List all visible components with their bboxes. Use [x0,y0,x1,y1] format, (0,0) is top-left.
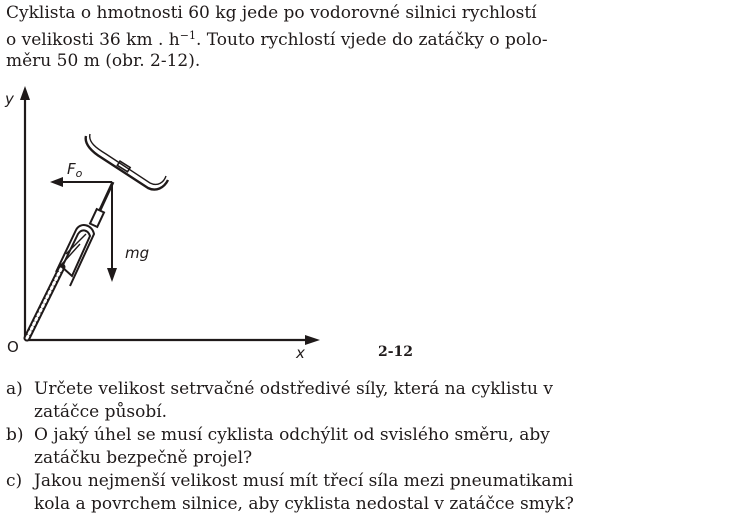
question-text: O jaký úhel se musí cyklista odchýlit od svislého směru, aby zatáčku bezpečně projel? [34,425,550,468]
question-item [6,470,598,516]
force-fo-arrowhead [50,177,63,187]
question-text: Určete velikost setrvačné odstředivé síly, která na cyklistu v zatáčce působí. [34,379,553,422]
problem-statement [6,3,598,73]
x-axis-label: x [296,344,305,362]
bicycle [27,134,168,338]
figure-number: 2-12 [378,344,414,360]
force-mg-label: mg [125,244,150,262]
y-axis-label: y [5,90,14,108]
question-marker: a) [6,379,23,399]
exponent: −1 [179,28,196,42]
question-marker: b) [6,425,24,445]
y-axis-arrow [20,86,30,100]
statement-line [6,25,598,52]
force-fo-letter: F [67,160,76,178]
question-item [6,424,598,470]
question-list [6,378,598,516]
x-axis-arrow [305,335,320,345]
question-item [6,378,598,424]
origin-label: O [7,338,19,356]
statement-line: Cyklista o hmotnosti 60 kg jede po vodorovné silnici rychlostí [6,3,537,23]
statement-text: . Touto rychlostí vjede do zatáčky o polo- [195,29,548,50]
question-marker: c) [6,471,23,491]
question-text: Jakou nejmenší velikost musí mít třecí síla mezi pneumatikami kola a povrchem silnice, aby cyklista nedostal v zatáčce smyk? [34,471,574,514]
statement-line: měru 50 m (obr. 2-12). [6,51,201,71]
cyclist-diagram [0,84,430,369]
speed-text: o velikosti 36 km . h [6,29,180,50]
force-mg-arrowhead [107,268,117,282]
figure-2-12 [0,84,430,369]
force-fo-label [67,160,82,180]
force-fo-subscript: o [75,167,83,180]
